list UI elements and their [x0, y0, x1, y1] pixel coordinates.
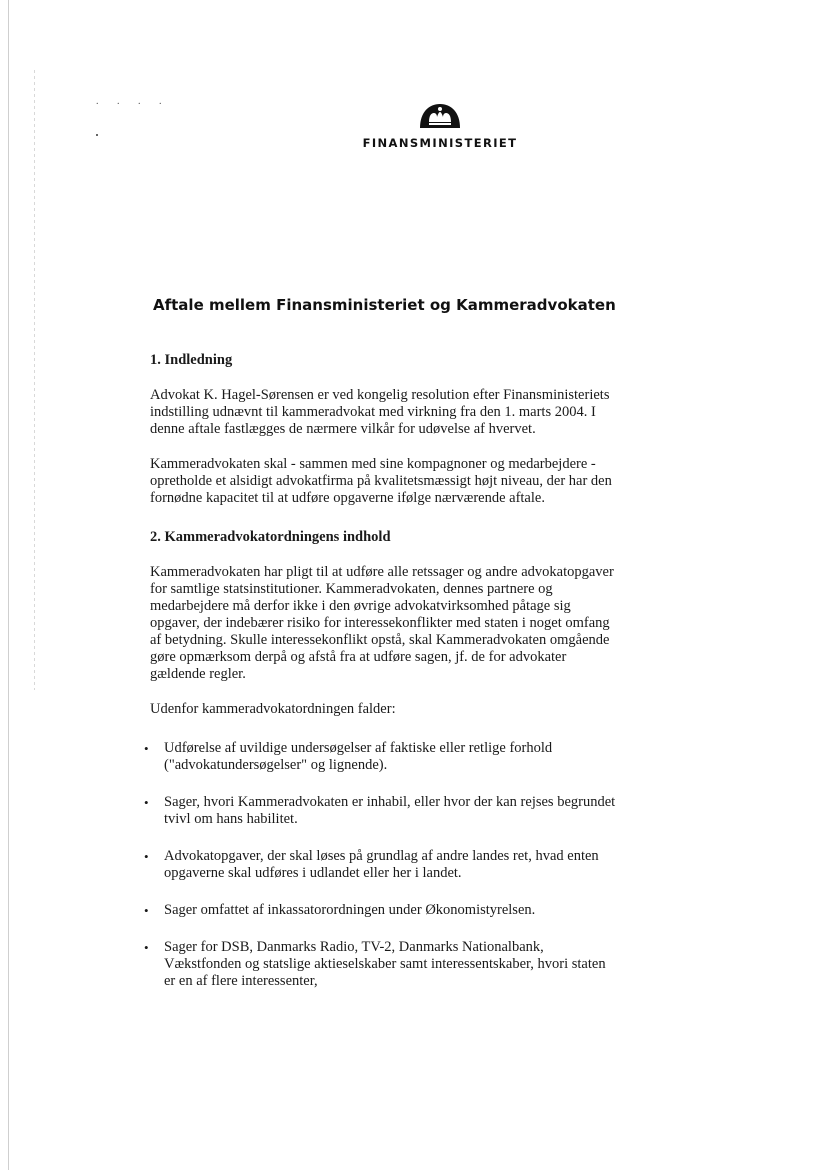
scan-specks: . . . .: [96, 96, 170, 107]
document-body: [144, 352, 620, 1010]
scan-edge-line: [8, 0, 9, 1170]
paragraph: Udenfor kammeradvokatordningen falder:: [150, 701, 396, 717]
section-heading-indhold: 2. Kammeradvokatordningens indhold: [150, 529, 391, 545]
document-title: Aftale mellem Finansministeriet og Kammeradvokaten: [153, 296, 616, 314]
bullet-icon: •: [144, 903, 149, 918]
ministry-logo: [362, 100, 518, 150]
paragraph: Kammeradvokaten har pligt til at udføre alle retssager og andre advokatopgaver for samtlige statsinstitutioner. Kammeradvokaten, dennes partnere og medarbejdere må derfor ikke i den øvrige advokatvirksomhed påtage sig opgaver, der indebærer risiko for interessekonflikter med staten i noget omfang af betydning. Skulle interessekonflikt opstå, skal Kammeradvokaten omgående gøre opmærksom derpå og afstå fra at udføre sagen, jf. de for advokater gældende regler.: [150, 564, 614, 682]
list-item: • Advokatopgaver, der skal løses på grundlag af andre landes ret, hvad enten opgaverne skal udføres i udlandet eller her i landet.: [144, 848, 599, 881]
list-item: • Udførelse af uvildige undersøgelser af faktiske eller retlige forhold ("advokatundersøgelser" og lignende).: [144, 740, 553, 773]
scan-speck: [96, 134, 98, 136]
crown-logo-icon: [417, 100, 463, 130]
scan-edge-dotted-line: [34, 70, 35, 690]
list-item: • Sager, hvori Kammeradvokaten er inhabil, eller hvor der kan rejses begrundet tvivl om hans habilitet.: [144, 794, 616, 827]
bullet-icon: •: [144, 741, 149, 756]
bullet-icon: •: [144, 940, 149, 955]
exclusion-list: [144, 740, 620, 990]
bullet-icon: •: [144, 849, 149, 864]
paragraph: Advokat K. Hagel-Sørensen er ved kongelig resolution efter Finansministeriets indstilling udnævnt til kammeradvokat med virkning fra den 1. marts 2004. I denne aftale fastlægges de nærmere vilkår for udøvelse af hvervet.: [150, 387, 610, 437]
bullet-icon: •: [144, 795, 149, 810]
ministry-name: FINANSMINISTERIET: [362, 136, 518, 150]
section-heading-indledning: 1. Indledning: [150, 352, 233, 368]
list-item: • Sager for DSB, Danmarks Radio, TV-2, Danmarks Nationalbank, Vækstfonden og statslige aktieselskaber samt interessentskaber, hvori staten er en af flere interessenter,: [144, 939, 606, 989]
list-item: • Sager omfattet af inkassatorordningen under Økonomistyrelsen.: [144, 902, 536, 918]
paragraph: Kammeradvokaten skal - sammen med sine kompagnoner og medarbejdere - opretholde et alsidigt advokatfirma på kvalitetsmæssigt højt niveau, der har den fornødne kapacitet til at udføre opgaverne ifølge nærværende aftale.: [150, 456, 612, 506]
